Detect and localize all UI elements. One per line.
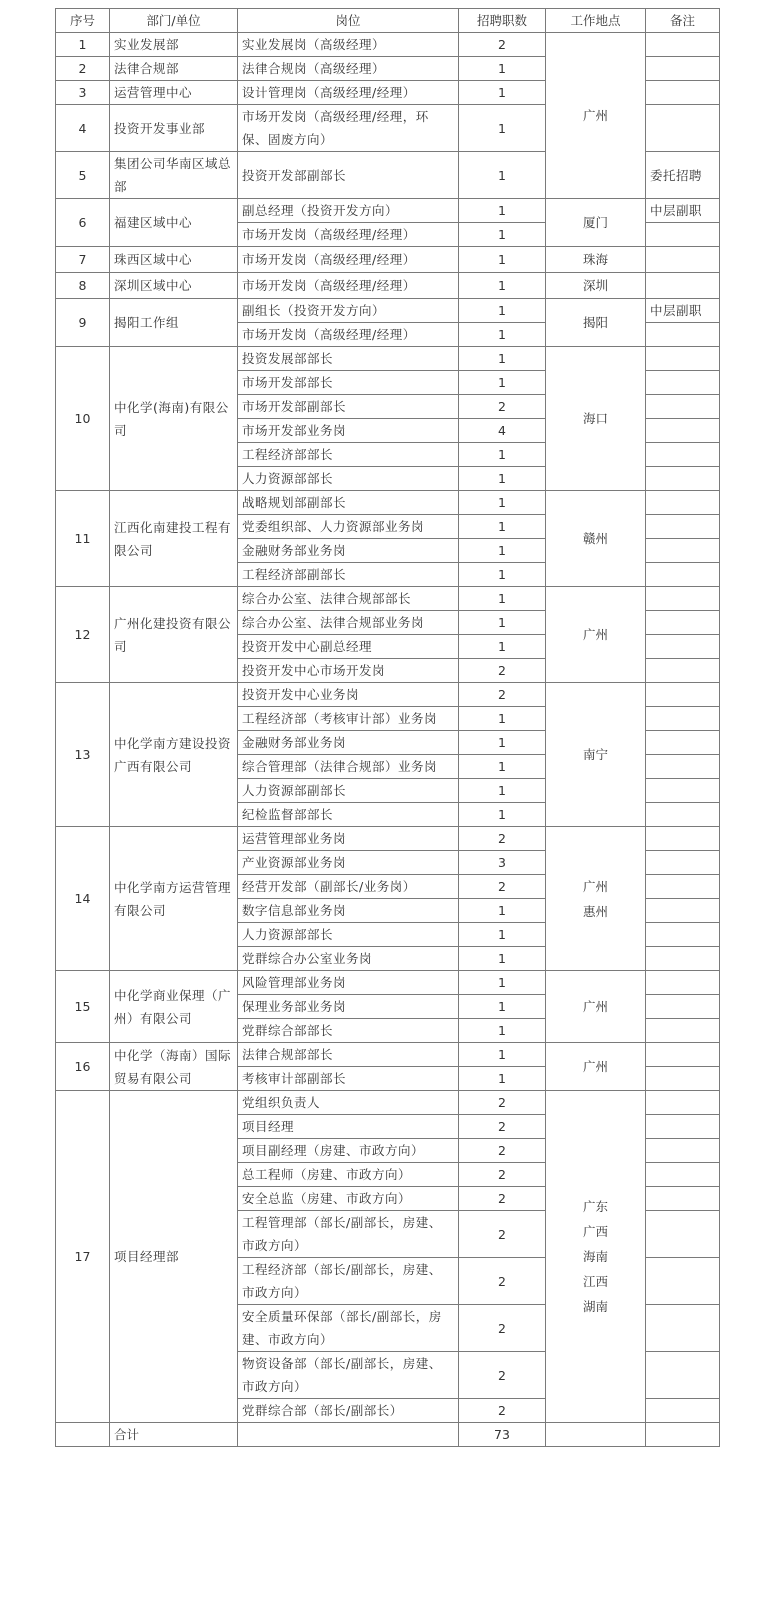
row-post: 综合办公室、法律合规部部长 [238, 587, 459, 611]
table-row [56, 247, 720, 273]
row-note [646, 611, 720, 635]
row-note: 委托招聘 [646, 152, 720, 199]
location-line: 赣州 [582, 531, 608, 546]
location-line: 南宁 [582, 747, 608, 762]
table-row [56, 273, 720, 299]
row-post: 党群综合办公室业务岗 [238, 947, 459, 971]
row-location [546, 273, 646, 299]
row-count: 2 [459, 1399, 546, 1423]
row-post: 党群综合部部长 [238, 1019, 459, 1043]
row-note [646, 1115, 720, 1139]
row-location [546, 199, 646, 247]
location-line: 厦门 [582, 215, 608, 230]
total-post-cell [238, 1423, 459, 1447]
row-location [546, 33, 646, 199]
row-post: 项目经理 [238, 1115, 459, 1139]
row-post: 纪检监督部部长 [238, 803, 459, 827]
table-row [56, 491, 720, 515]
table-body [56, 33, 720, 1423]
row-dept: 中化学商业保理（广州）有限公司 [110, 971, 238, 1043]
row-note [646, 273, 720, 299]
row-location [546, 247, 646, 273]
row-note [646, 1163, 720, 1187]
row-post: 实业发展岗（高级经理） [238, 33, 459, 57]
row-count: 1 [459, 199, 546, 223]
row-post: 投资开发中心副总经理 [238, 635, 459, 659]
row-note [646, 899, 720, 923]
row-post: 投资开发中心市场开发岗 [238, 659, 459, 683]
row-count: 1 [459, 971, 546, 995]
row-seq: 10 [56, 347, 110, 491]
location-line: 深圳 [582, 278, 608, 293]
row-note [646, 731, 720, 755]
row-count: 1 [459, 803, 546, 827]
row-note [646, 875, 720, 899]
row-note [646, 587, 720, 611]
row-count: 1 [459, 947, 546, 971]
row-count: 1 [459, 539, 546, 563]
table-row [56, 683, 720, 707]
row-count: 1 [459, 81, 546, 105]
row-seq: 2 [56, 57, 110, 81]
row-count: 2 [459, 1258, 546, 1305]
row-post: 法律合规部部长 [238, 1043, 459, 1067]
row-count: 1 [459, 247, 546, 273]
row-dept: 中化学南方运营管理有限公司 [110, 827, 238, 971]
row-note [646, 323, 720, 347]
row-count: 2 [459, 1187, 546, 1211]
location-line: 广州 [582, 878, 608, 894]
table-row [56, 199, 720, 223]
total-count: 73 [459, 1423, 546, 1447]
row-post: 产业资源部业务岗 [238, 851, 459, 875]
row-post: 工程经济部（考核审计部）业务岗 [238, 707, 459, 731]
row-note [646, 1211, 720, 1258]
row-dept: 投资开发事业部 [110, 105, 238, 152]
row-post: 安全质量环保部（部长/副部长，房建、市政方向） [238, 1305, 459, 1352]
row-count: 1 [459, 731, 546, 755]
row-count: 4 [459, 419, 546, 443]
table-row [56, 1091, 720, 1115]
row-note [646, 223, 720, 247]
table-row [56, 587, 720, 611]
row-dept: 集团公司华南区域总部 [110, 152, 238, 199]
row-post: 工程管理部（部长/副部长，房建、市政方向） [238, 1211, 459, 1258]
row-location [546, 1043, 646, 1091]
row-post: 工程经济部副部长 [238, 563, 459, 587]
row-note [646, 683, 720, 707]
location-line: 海口 [582, 411, 608, 426]
row-note: 中层副职 [646, 199, 720, 223]
row-count: 1 [459, 923, 546, 947]
row-count: 1 [459, 1019, 546, 1043]
row-seq: 5 [56, 152, 110, 199]
row-count: 2 [459, 1211, 546, 1258]
row-count: 2 [459, 1139, 546, 1163]
row-note [646, 1187, 720, 1211]
row-count: 1 [459, 299, 546, 323]
row-note [646, 1305, 720, 1352]
row-count: 1 [459, 152, 546, 199]
row-seq: 6 [56, 199, 110, 247]
row-count: 1 [459, 273, 546, 299]
row-location [546, 347, 646, 491]
row-seq: 17 [56, 1091, 110, 1423]
row-post: 物资设备部（部长/副部长，房建、市政方向） [238, 1352, 459, 1399]
row-post: 市场开发岗（高级经理/经理） [238, 273, 459, 299]
row-post: 党组织负责人 [238, 1091, 459, 1115]
table-header-row [56, 9, 720, 33]
row-post: 市场开发岗（高级经理/经理） [238, 323, 459, 347]
row-count: 1 [459, 635, 546, 659]
row-count: 1 [459, 515, 546, 539]
row-post: 数字信息部业务岗 [238, 899, 459, 923]
row-location [546, 1091, 646, 1423]
row-location [546, 683, 646, 827]
location-line: 广州 [582, 108, 608, 123]
row-note [646, 57, 720, 81]
row-post: 经营开发部（副部长/业务岗） [238, 875, 459, 899]
row-dept: 中化学(海南)有限公司 [110, 347, 238, 491]
row-note [646, 443, 720, 467]
row-count: 1 [459, 323, 546, 347]
row-count: 1 [459, 563, 546, 587]
row-note [646, 491, 720, 515]
row-note [646, 1067, 720, 1091]
row-note [646, 1258, 720, 1305]
total-label: 合计 [110, 1423, 238, 1447]
row-note [646, 419, 720, 443]
header-location: 工作地点 [546, 9, 646, 33]
row-seq: 9 [56, 299, 110, 347]
row-note [646, 105, 720, 152]
row-post: 工程经济部部长 [238, 443, 459, 467]
row-seq: 3 [56, 81, 110, 105]
header-post: 岗位 [238, 9, 459, 33]
row-count: 2 [459, 1305, 546, 1352]
row-note [646, 347, 720, 371]
row-note [646, 803, 720, 827]
row-post: 市场开发部副部长 [238, 395, 459, 419]
row-count: 1 [459, 995, 546, 1019]
row-post: 党群综合部（部长/副部长） [238, 1399, 459, 1423]
total-location-cell [546, 1423, 646, 1447]
row-post: 战略规划部副部长 [238, 491, 459, 515]
row-count: 1 [459, 347, 546, 371]
row-post: 总工程师（房建、市政方向） [238, 1163, 459, 1187]
row-dept: 江西化南建投工程有限公司 [110, 491, 238, 587]
row-post: 投资开发部副部长 [238, 152, 459, 199]
location-line: 江西 [582, 1274, 608, 1289]
location-line: 珠海 [582, 252, 608, 267]
row-note [646, 515, 720, 539]
location-line: 广西 [582, 1224, 608, 1239]
row-post: 风险管理部业务岗 [238, 971, 459, 995]
row-count: 2 [459, 875, 546, 899]
row-post: 法律合规岗（高级经理） [238, 57, 459, 81]
row-note [646, 779, 720, 803]
row-count: 1 [459, 1043, 546, 1067]
row-dept: 深圳区域中心 [110, 273, 238, 299]
row-count: 1 [459, 105, 546, 152]
row-note [646, 395, 720, 419]
row-count: 1 [459, 587, 546, 611]
row-post: 综合管理部（法律合规部）业务岗 [238, 755, 459, 779]
row-count: 1 [459, 611, 546, 635]
row-note [646, 827, 720, 851]
table-row [56, 33, 720, 57]
row-note [646, 995, 720, 1019]
row-count: 1 [459, 755, 546, 779]
row-note [646, 1043, 720, 1067]
row-note [646, 371, 720, 395]
row-seq: 14 [56, 827, 110, 971]
row-note [646, 659, 720, 683]
row-note [646, 81, 720, 105]
row-post: 投资开发中心业务岗 [238, 683, 459, 707]
row-note [646, 539, 720, 563]
row-location [546, 971, 646, 1043]
row-location [546, 491, 646, 587]
row-count: 2 [459, 659, 546, 683]
row-count: 2 [459, 1163, 546, 1187]
header-note: 备注 [646, 9, 720, 33]
row-dept: 实业发展部 [110, 33, 238, 57]
row-seq: 7 [56, 247, 110, 273]
row-post: 人力资源部部长 [238, 923, 459, 947]
row-note [646, 33, 720, 57]
row-seq: 16 [56, 1043, 110, 1091]
location-line: 广州 [582, 999, 608, 1014]
row-count: 1 [459, 1067, 546, 1091]
total-row [56, 1423, 720, 1447]
row-post: 设计管理岗（高级经理/经理） [238, 81, 459, 105]
row-note [646, 755, 720, 779]
row-count: 2 [459, 827, 546, 851]
row-count: 1 [459, 57, 546, 81]
row-post: 考核审计部副部长 [238, 1067, 459, 1091]
header-seq: 序号 [56, 9, 110, 33]
row-post: 保理业务部业务岗 [238, 995, 459, 1019]
location-line: 广东 [582, 1199, 608, 1214]
row-dept: 珠西区域中心 [110, 247, 238, 273]
total-seq-cell [56, 1423, 110, 1447]
row-post: 副总经理（投资开发方向） [238, 199, 459, 223]
row-count: 2 [459, 395, 546, 419]
row-count: 1 [459, 467, 546, 491]
row-post: 市场开发岗（高级经理/经理） [238, 223, 459, 247]
recruitment-table [55, 8, 720, 1447]
header-count: 招聘职数 [459, 9, 546, 33]
location-line: 揭阳 [582, 315, 608, 330]
row-count: 1 [459, 371, 546, 395]
row-seq: 4 [56, 105, 110, 152]
location-line: 惠州 [582, 903, 608, 919]
row-dept: 广州化建投资有限公司 [110, 587, 238, 683]
row-note [646, 707, 720, 731]
row-post: 运营管理部业务岗 [238, 827, 459, 851]
total-note-cell [646, 1423, 720, 1447]
row-note [646, 1352, 720, 1399]
row-note: 中层副职 [646, 299, 720, 323]
row-post: 金融财务部业务岗 [238, 731, 459, 755]
row-count: 2 [459, 33, 546, 57]
row-note [646, 635, 720, 659]
row-seq: 1 [56, 33, 110, 57]
row-note [646, 1399, 720, 1423]
row-seq: 15 [56, 971, 110, 1043]
row-count: 1 [459, 707, 546, 731]
row-count: 2 [459, 683, 546, 707]
row-note [646, 247, 720, 273]
row-count: 2 [459, 1115, 546, 1139]
row-post: 人力资源部部长 [238, 467, 459, 491]
location-line: 湖南 [582, 1299, 608, 1314]
row-note [646, 1139, 720, 1163]
row-note [646, 971, 720, 995]
row-post: 市场开发部业务岗 [238, 419, 459, 443]
row-post: 工程经济部（部长/副部长，房建、市政方向） [238, 1258, 459, 1305]
row-note [646, 563, 720, 587]
row-seq: 11 [56, 491, 110, 587]
location-line: 海南 [582, 1249, 608, 1264]
row-post: 安全总监（房建、市政方向） [238, 1187, 459, 1211]
row-post: 市场开发岗（高级经理/经理，环保、固废方向） [238, 105, 459, 152]
row-post: 市场开发岗（高级经理/经理） [238, 247, 459, 273]
row-count: 1 [459, 779, 546, 803]
row-count: 1 [459, 443, 546, 467]
row-post: 市场开发部部长 [238, 371, 459, 395]
row-post: 副组长（投资开发方向） [238, 299, 459, 323]
row-location [546, 827, 646, 971]
row-note [646, 467, 720, 491]
row-dept: 揭阳工作组 [110, 299, 238, 347]
table-row [56, 347, 720, 371]
row-post: 人力资源部副部长 [238, 779, 459, 803]
row-dept: 运营管理中心 [110, 81, 238, 105]
row-note [646, 1019, 720, 1043]
row-note [646, 947, 720, 971]
row-dept: 中化学（海南）国际贸易有限公司 [110, 1043, 238, 1091]
row-count: 2 [459, 1091, 546, 1115]
row-count: 3 [459, 851, 546, 875]
table-row [56, 299, 720, 323]
row-count: 2 [459, 1352, 546, 1399]
row-seq: 8 [56, 273, 110, 299]
row-post: 党委组织部、人力资源部业务岗 [238, 515, 459, 539]
row-dept: 法律合规部 [110, 57, 238, 81]
row-location [546, 299, 646, 347]
table-row [56, 971, 720, 995]
row-note [646, 1091, 720, 1115]
row-post: 项目副经理（房建、市政方向） [238, 1139, 459, 1163]
table-row [56, 1043, 720, 1067]
location-line: 广州 [582, 627, 608, 642]
header-dept: 部门/单位 [110, 9, 238, 33]
row-count: 1 [459, 899, 546, 923]
row-count: 1 [459, 491, 546, 515]
row-count: 1 [459, 223, 546, 247]
row-dept: 中化学南方建设投资广西有限公司 [110, 683, 238, 827]
row-location [546, 587, 646, 683]
row-note [646, 851, 720, 875]
row-post: 投资发展部部长 [238, 347, 459, 371]
row-post: 金融财务部业务岗 [238, 539, 459, 563]
location-line: 广州 [582, 1059, 608, 1074]
row-seq: 13 [56, 683, 110, 827]
row-dept: 项目经理部 [110, 1091, 238, 1423]
row-post: 综合办公室、法律合规部业务岗 [238, 611, 459, 635]
row-seq: 12 [56, 587, 110, 683]
row-note [646, 923, 720, 947]
table-row [56, 827, 720, 851]
row-dept: 福建区域中心 [110, 199, 238, 247]
